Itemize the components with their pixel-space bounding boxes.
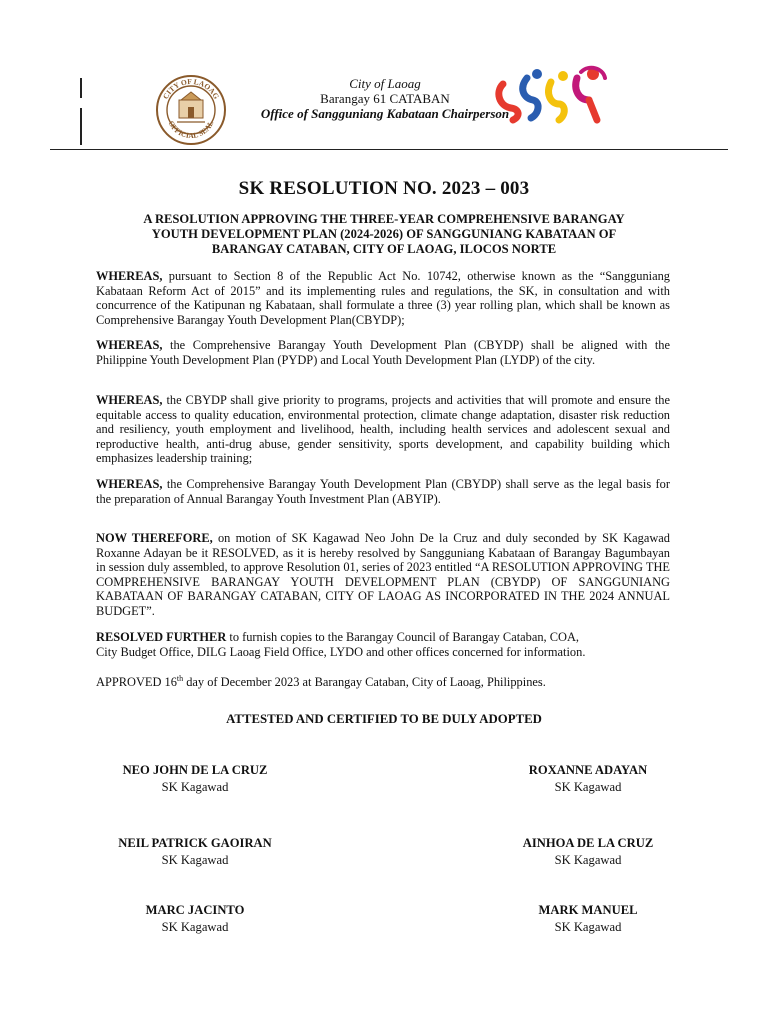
signatory [478, 835, 698, 869]
paragraph-lead: WHEREAS, [96, 477, 163, 491]
paragraph-lead: WHEREAS, [96, 338, 163, 352]
city-name: City of Laoag [349, 76, 421, 91]
signatory-name: MARC JACINTO [145, 903, 245, 917]
approved-text: APPROVED 16 [96, 675, 177, 690]
signatory-role: SK Kagawad [161, 920, 229, 934]
signatory-role: SK Kagawad [554, 853, 622, 867]
letterhead [240, 76, 530, 121]
attestation-heading: ATTESTED AND CERTIFIED TO BE DULY ADOPTED [226, 712, 542, 726]
paragraph-text: pursuant to Section 8 of the Republic Act No. 10742, otherwise known as the “Sangguniang Kabataan Reform Act of 2015” and its implementing rules and regulations, the SK, in consultation and with concurrence of the Katipunan ng Kabataan, shall formulate a three (3) year rolling plan, which shall be known as Comprehensive Barangay Youth Development Plan(CBYDP); [96, 269, 670, 327]
office-name: Office of Sangguniang Kabataan Chairperson [260, 106, 510, 121]
signatory-name: NEIL PATRICK GAOIRAN [118, 836, 272, 850]
whereas-paragraph-4 [96, 477, 670, 506]
barangay-name: Barangay 61 CATABAN [320, 91, 450, 106]
paragraph-text: on motion of SK Kagawad Neo John De la Cruz and duly seconded by SK Kagawad Roxanne Adayan be it RESOLVED, as it is hereby resolved by Sangguniang Kabataan of Barangay Bagumbayan in session duly assembled, to approve Resolution 01, series of 2023 entitled “A RESOLUTION APPROVING THE COMPREHENSIVE BARANGAY YOUTH DEVELOPMENT PLAN (CBYDP) OF SANGGUNIANG KABATAAN OF BARANGAY CATABAN, CITY OF LAOAG AS INCORPORATED IN THE 2024 ANNUAL BUDGET”. [96, 531, 670, 618]
signatory-name: NEO JOHN DE LA CRUZ [122, 763, 268, 777]
paragraph-text: City Budget Office, DILG Laoag Field Office, LYDO and other offices concerned for information. [96, 644, 586, 659]
approved-text: day of December 2023 at Barangay Cataban, City of Laoag, Philippines. [183, 675, 546, 690]
ordinal-suffix: th [176, 674, 184, 683]
signatory [85, 762, 305, 796]
signatory-role: SK Kagawad [161, 780, 229, 794]
signatory-role: SK Kagawad [554, 920, 622, 934]
paragraph-text: to furnish copies to the Barangay Council of Barangay Cataban, COA, [226, 630, 579, 644]
paragraph-lead: WHEREAS, [96, 269, 163, 283]
signatory-role: SK Kagawad [554, 780, 622, 794]
approved-line [96, 672, 670, 690]
signatory-name: MARK MANUEL [538, 903, 638, 917]
whereas-paragraph-3 [96, 393, 670, 466]
paragraph-lead: RESOLVED FURTHER [96, 630, 227, 644]
margin-bar [80, 125, 82, 145]
now-therefore-paragraph [96, 531, 670, 619]
whereas-paragraph-2 [96, 338, 670, 367]
signatory-name: ROXANNE ADAYAN [528, 763, 648, 777]
city-seal-icon [155, 74, 227, 146]
margin-bar [80, 78, 82, 98]
svg-text:CITY OF LAOAG: CITY OF LAOAG [160, 76, 222, 101]
paragraph-lead: NOW THEREFORE, [96, 531, 213, 545]
header-divider [50, 149, 728, 150]
signatory-name: AINHOA DE LA CRUZ [522, 836, 654, 850]
paragraph-text: the CBYDP shall give priority to programs, projects and activities that will promote and ensure the equitable access to quality education, environmental protection, climate change adaptation, disaster risk reduction and resiliency, youth employment and livelihood, health, including health services and adolescent sexual and reproductive health, anti-drug abuse, gender sensitivity, sports development, and capability building which emphasizes leadership training; [96, 393, 670, 466]
paragraph-text: the Comprehensive Barangay Youth Development Plan (CBYDP) shall be aligned with the Philippine Youth Development Plan (PYDP) and Local Youth Development Plan (LYDP) of the city. [96, 338, 670, 367]
paragraph-lead: WHEREAS, [96, 393, 163, 407]
signatory-role: SK Kagawad [161, 853, 229, 867]
signatory [478, 762, 698, 796]
signatory [478, 902, 698, 936]
whereas-paragraph-1 [96, 269, 670, 327]
resolved-further-paragraph [96, 630, 670, 659]
svg-text:OFFICIAL SEAL: OFFICIAL SEAL [166, 119, 216, 141]
sk-logo-icon [493, 64, 611, 126]
resolution-title: SK RESOLUTION NO. 2023 – 003 [238, 178, 530, 199]
paragraph-text: the Comprehensive Barangay Youth Development Plan (CBYDP) shall serve as the legal basis for the preparation of Annual Barangay Youth Investment Plan (ABYIP). [96, 477, 670, 506]
signatory [85, 902, 305, 936]
resolution-subtitle: A RESOLUTION APPROVING THE THREE-YEAR COMPREHENSIVE BARANGAY YOUTH DEVELOPMENT PLAN (2024-2026) OF SANGGUNIANG KABATAAN OF BARANGAY CATABAN, CITY OF LAOAG, ILOCOS NORTE [143, 212, 625, 256]
signatory [85, 835, 305, 869]
